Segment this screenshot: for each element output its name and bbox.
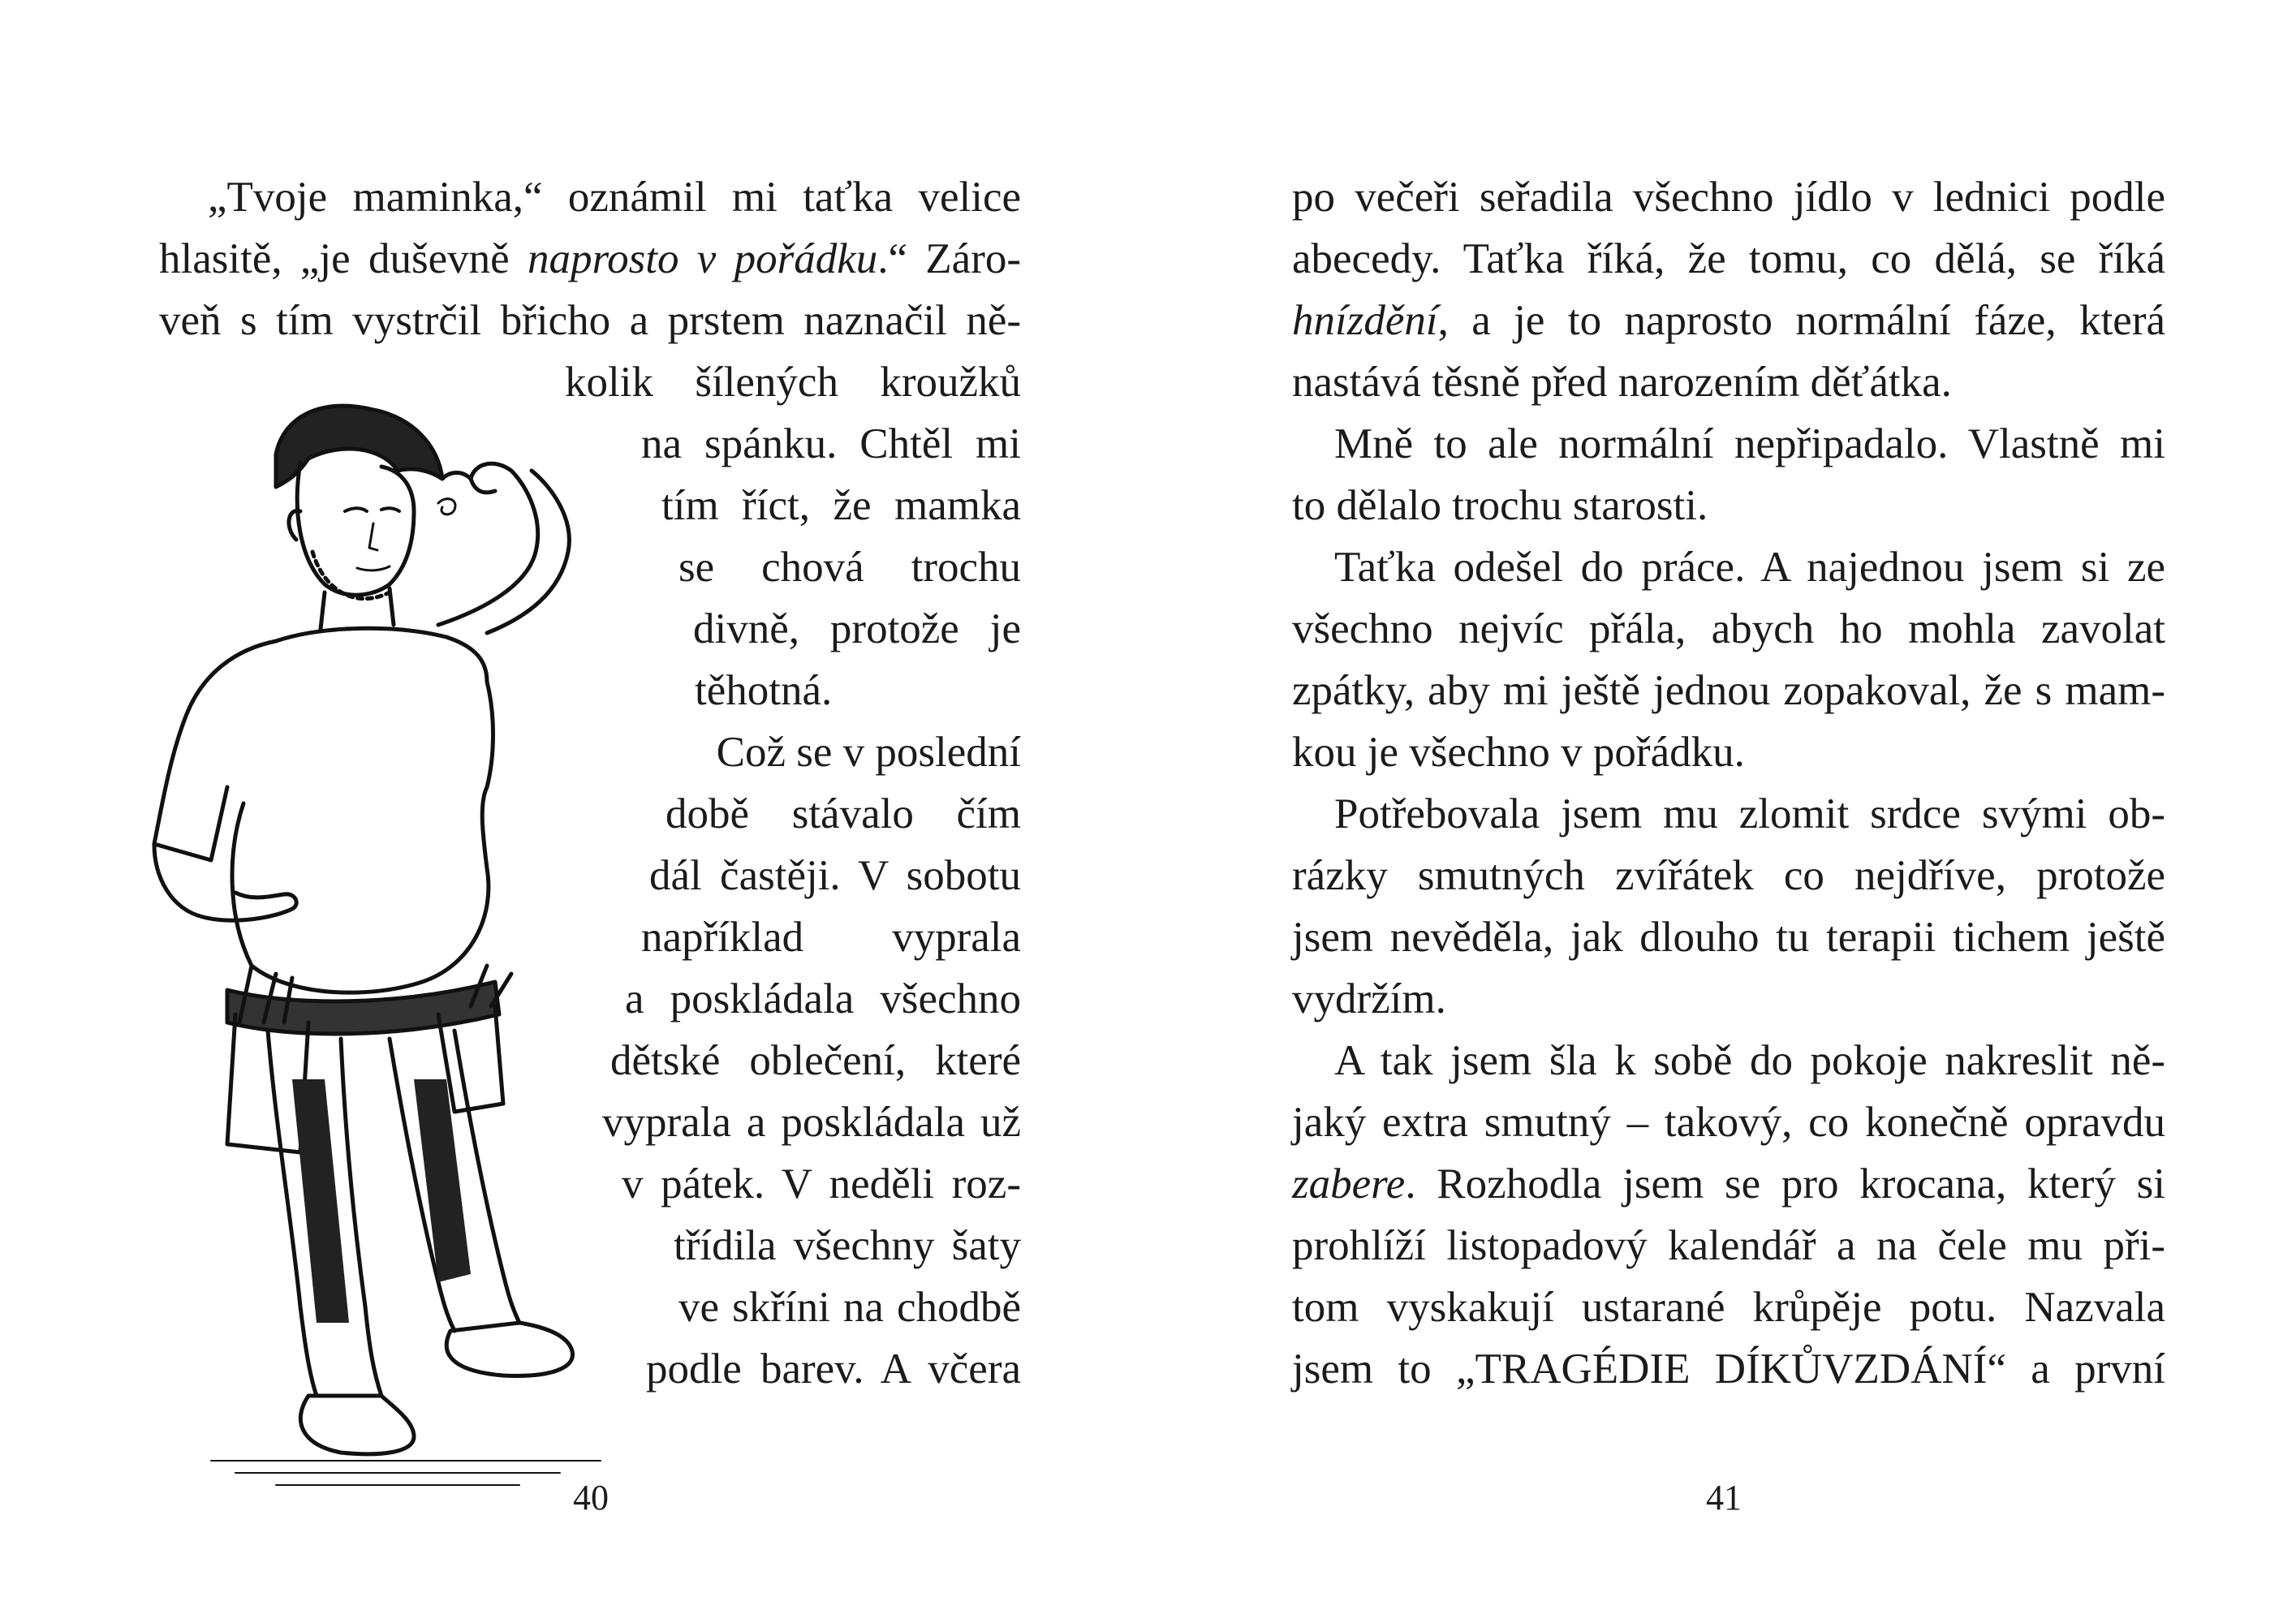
text-line: tom vyskakují ustarané krůpěje potu. Nazvala (1292, 1284, 2165, 1331)
text-line: jsem nevěděla, jak dlouho tu terapii tichem ještě (1292, 914, 2165, 961)
text-line: kou je všechno v pořádku. (1292, 729, 1745, 776)
text-line: nastává těsně před narozením děťátka. (1292, 359, 1952, 406)
text-line: v pátek. V neděli roz- (622, 1160, 1021, 1208)
text-line: všechno nejvíc přála, abych ho mohla zavolat (1292, 605, 2165, 652)
text-line: hnízdění, a je to naprosto normální fáze, která (1292, 297, 2165, 344)
text-line: ve skříni na chodbě (678, 1284, 1021, 1331)
text-line: tím říct, že mamka (661, 482, 1021, 529)
text-line: veň s tím vystrčil břicho a prstem naznačil ně- (159, 297, 1021, 344)
text-line: „Tvoje maminka,“ oznámil mi taťka velice (208, 174, 1021, 221)
text-line: abecedy. Taťka říká, že tomu, co dělá, se říká (1292, 235, 2165, 282)
text-line: A tak jsem šla k sobě do pokoje nakreslit ně- (1334, 1037, 2165, 1084)
text-line: divně, protože je (693, 605, 1021, 652)
page-number: 41 (1706, 1478, 1742, 1518)
right-page (1148, 0, 2296, 1623)
text-line: na spánku. Chtěl mi (641, 420, 1021, 467)
text-line: vyprala a poskládala už (602, 1099, 1021, 1146)
text-line: po večeři seřadila všechno jídlo v lednici podle (1292, 174, 2165, 221)
text-line: hlasitě, „je duševně naprosto v pořádku.“ Záro- (159, 235, 1021, 282)
text-line: vydržím. (1292, 975, 1446, 1022)
page-number: 40 (573, 1478, 609, 1518)
text-line: rázky smutných zvířátek co nejdříve, protože (1292, 852, 2165, 899)
text-line: Taťka odešel do práce. A najednou jsem si ze (1334, 544, 2165, 591)
text-line: se chová trochu (678, 544, 1021, 591)
text-line: zabere. Rozhodla jsem se pro krocana, který si (1292, 1160, 2165, 1208)
text-line: kolik šílených kroužků (565, 359, 1021, 406)
text-line: a poskládala všechno (625, 975, 1021, 1022)
text-line: například vyprala (641, 914, 1021, 961)
text-line: Potřebovala jsem mu zlomit srdce svými ob- (1334, 790, 2165, 837)
man-in-tool-belt-illustration (32, 349, 617, 1493)
text-line: těhotná. (695, 667, 833, 714)
text-line: třídila všechny šaty (674, 1222, 1021, 1269)
text-line: jaký extra smutný – takový, co konečně opravdu (1292, 1099, 2165, 1146)
text-line: podle barev. A včera (646, 1345, 1021, 1393)
text-line: době stávalo čím (666, 790, 1021, 837)
text-line: Mně to ale normální nepřipadalo. Vlastně mi (1334, 420, 2165, 467)
text-line: to dělalo trochu starosti. (1292, 482, 1708, 529)
text-line: dětské oblečení, které (610, 1037, 1021, 1084)
text-line: prohlíží listopadový kalendář a na čele mu při- (1292, 1222, 2165, 1269)
text-line: Což se v poslední (716, 729, 1021, 776)
text-line: zpátky, aby mi ještě jednou zopakoval, že s mam- (1292, 667, 2165, 714)
text-line: jsem to „TRAGÉDIE DÍKŮVZDÁNÍ“ a první (1292, 1345, 2165, 1393)
text-line: dál častěji. V sobotu (649, 852, 1021, 899)
